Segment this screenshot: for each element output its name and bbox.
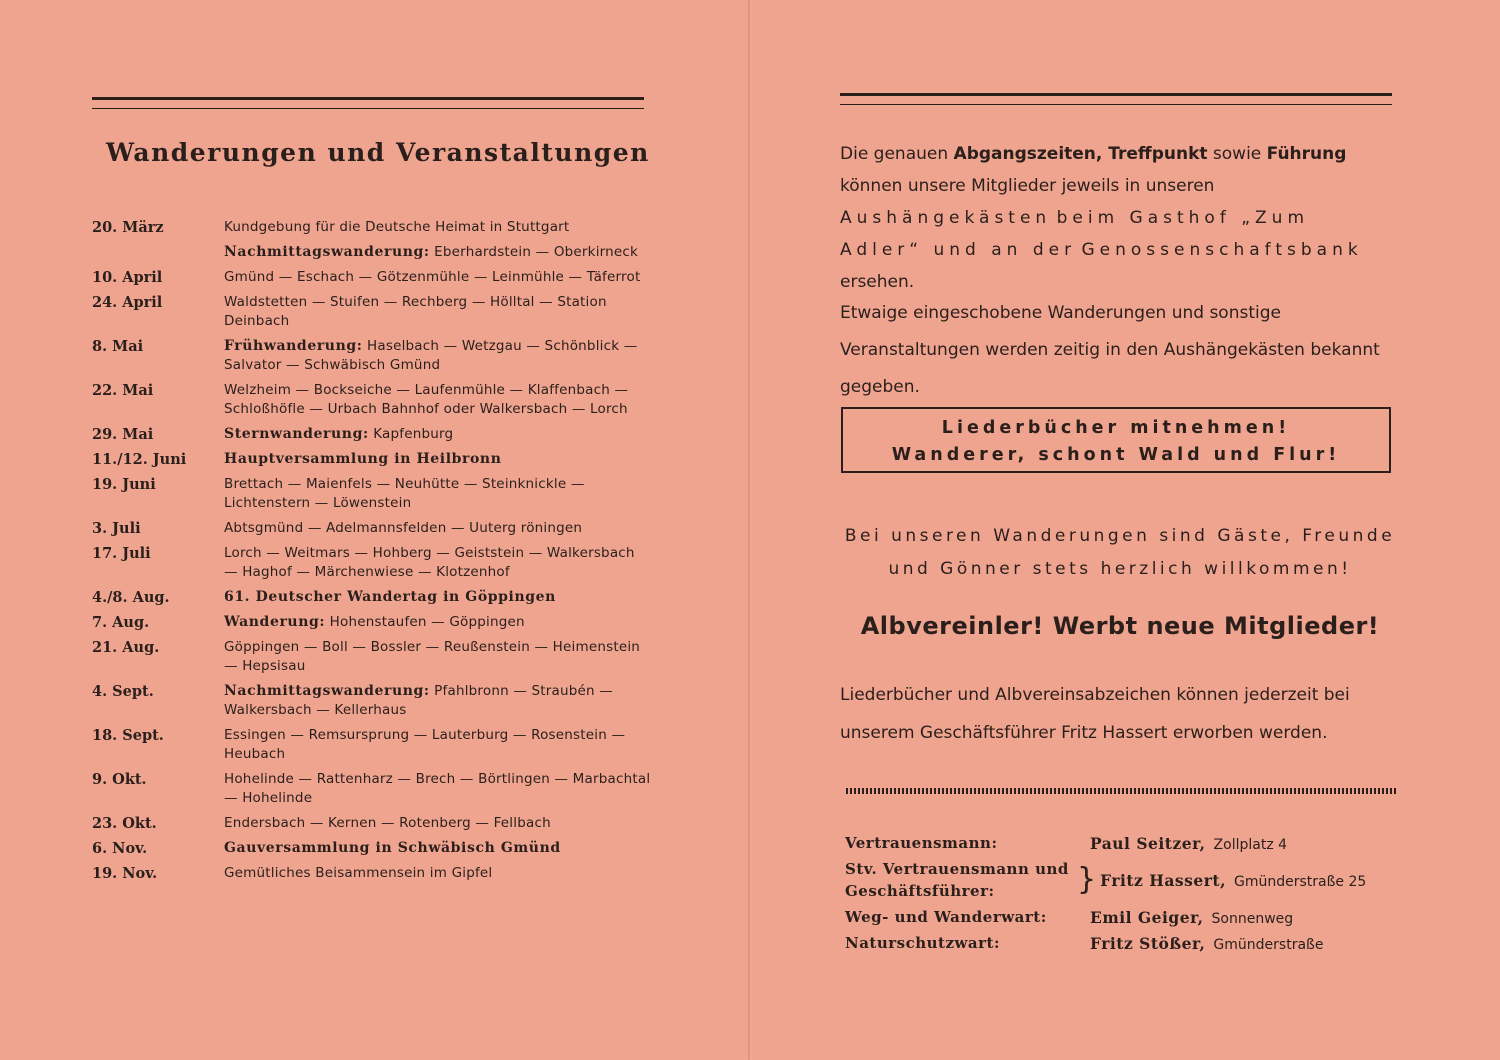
schedule-row xyxy=(92,268,652,287)
schedule-date: 17. Juli xyxy=(92,545,151,562)
schedule-date: 9. Okt. xyxy=(92,771,147,788)
schedule-row xyxy=(92,450,652,469)
page-title: Wanderungen und Veranstaltungen xyxy=(106,138,650,167)
schedule-row xyxy=(92,544,652,582)
schedule-description xyxy=(224,450,652,469)
schedule-row xyxy=(92,613,652,632)
schedule-route: Gemütliches Beisammensein im Gipfel xyxy=(224,865,493,881)
schedule-description xyxy=(224,293,652,331)
schedule-highlight: 61. Deutscher Wandertag in Göppingen xyxy=(224,589,556,605)
schedule-row xyxy=(92,425,652,444)
schedule-route: Kundgebung für die Deutsche Heimat in Stuttgart xyxy=(224,219,570,235)
notice-box xyxy=(841,407,1391,473)
schedule-row xyxy=(92,770,652,808)
schedule-date: 6. Nov. xyxy=(92,840,148,857)
schedule-date: 20. März xyxy=(92,219,164,236)
schedule-row xyxy=(92,839,652,858)
schedule-row xyxy=(92,726,652,764)
schedule-date: 18. Sept. xyxy=(92,727,164,744)
schedule-highlight: Nachmittagswanderung: xyxy=(224,244,430,260)
schedule-description xyxy=(224,381,652,419)
schedule-description xyxy=(224,544,652,582)
schedule-date: 22. Mai xyxy=(92,382,154,399)
schedule-highlight: Gauversammlung in Schwäbisch Gmünd xyxy=(224,840,561,856)
schedule-row xyxy=(92,814,652,833)
schedule-description xyxy=(224,243,652,262)
schedule-date: 29. Mai xyxy=(92,426,154,443)
schedule-date: 10. April xyxy=(92,269,163,286)
schedule-route: Pfahlbronn — Straubén — Walkersbach — Kellerhaus xyxy=(224,683,613,718)
schedule-route: Brettach — Maienfels — Neuhütte — Steinknickle — Lichtenstern — Löwenstein xyxy=(224,476,585,511)
officer-row: Weg- und Wanderwart: Emil Geiger, Sonnenweg xyxy=(845,907,1294,927)
schedule-date: 8. Mai xyxy=(92,338,144,355)
schedule-date: 3. Juli xyxy=(92,520,141,537)
schedule-description xyxy=(224,337,652,375)
schedule-route: Hohenstaufen — Göppingen xyxy=(329,614,525,630)
officer-row: Vertrauensmann: Paul Seitzer, Zollplatz 4 xyxy=(845,833,1288,853)
schedule-date: 19. Nov. xyxy=(92,865,158,882)
schedule-route: Haselbach — Wetzgau — Schönblick — Salvator — Schwäbisch Gmünd xyxy=(224,338,638,373)
schedule-route: Abtsgmünd — Adelmannsfelden — Uuterg röningen xyxy=(224,520,583,536)
top-double-rule-right xyxy=(840,93,1392,105)
schedule-description xyxy=(224,268,652,287)
officers-list xyxy=(845,832,1405,958)
schedule-route: Göppingen — Boll — Bossler — Reußenstein — Heimenstein — Hepsisau xyxy=(224,639,641,674)
schedule-highlight: Wanderung: xyxy=(224,614,326,630)
schedule-description xyxy=(224,770,652,808)
schedule-date: 4. Sept. xyxy=(92,683,154,700)
schedule-description xyxy=(224,726,652,764)
schedule-row xyxy=(92,864,652,883)
schedule-route: Welzheim — Bockseiche — Laufenmühle — Klaffenbach — Schloßhöfle — Urbach Bahnhof oder Walkersbach — Lorch xyxy=(224,382,629,417)
departure-info-paragraph: Die genauen Abgangszeiten, Treffpunkt sowie Führung können unsere Mitglieder jeweils in unseren Aushängekästen beim Gasthof „Zum Adler“ und an der Genossenschaftsbank ersehen. xyxy=(840,144,1363,292)
songbooks-paragraph: Liederbücher und Albvereinsabzeichen können jederzeit bei unserem Geschäftsführer Fritz Hassert erworben werden. xyxy=(840,685,1350,743)
schedule-highlight: Sternwanderung: xyxy=(224,426,369,442)
schedule-row xyxy=(92,519,652,538)
schedule-row xyxy=(92,682,652,720)
schedule-row xyxy=(92,293,652,331)
schedule-row xyxy=(92,218,652,237)
schedule-date: 24. April xyxy=(92,294,163,311)
schedule-route: Endersbach — Kernen — Rotenberg — Fellbach xyxy=(224,815,551,831)
officer-row: Naturschutzwart: Fritz Stößer, Gmünderstraße xyxy=(845,933,1324,953)
schedule-route: Essingen — Remsursprung — Lauterburg — Rosenstein — Heubach xyxy=(224,727,626,762)
schedule-date: 21. Aug. xyxy=(92,639,160,656)
schedule-route: Lorch — Weitmars — Hohberg — Geiststein — Walkersbach — Haghof — Märchenwiese — Klotzenhof xyxy=(224,545,635,580)
schedule-highlight: Frühwanderung: xyxy=(224,338,363,354)
page-fold xyxy=(748,0,752,1060)
schedule-row xyxy=(92,243,652,262)
schedule-description xyxy=(224,588,652,607)
schedule-description xyxy=(224,613,652,632)
dotted-divider xyxy=(846,788,1396,794)
schedule-highlight: Nachmittagswanderung: xyxy=(224,683,430,699)
schedule-route: Eberhardstein — Oberkirneck xyxy=(434,244,639,260)
officer-row: Stv. Vertrauensmann und Geschäftsführer: } Fritz Hassert, Gmünderstraße 25 xyxy=(845,860,1367,900)
schedule-date: 7. Aug. xyxy=(92,614,150,631)
brace-glyph: } xyxy=(1077,862,1097,897)
schedule-description xyxy=(224,864,652,883)
top-double-rule-left xyxy=(92,97,644,109)
schedule-date: 23. Okt. xyxy=(92,815,157,832)
schedule-row xyxy=(92,588,652,607)
extra-events-paragraph: Etwaige eingeschobene Wanderungen und sonstige Veranstaltungen werden zeitig in den Aushängekästen bekannt gegeben. xyxy=(840,303,1380,397)
schedule-route: Kapfenburg xyxy=(373,426,454,442)
schedule-description xyxy=(224,638,652,676)
schedule-list xyxy=(92,218,652,889)
schedule-description xyxy=(224,218,652,237)
schedule-highlight: Hauptversammlung in Heilbronn xyxy=(224,451,502,467)
schedule-description xyxy=(224,814,652,833)
schedule-description xyxy=(224,839,652,858)
schedule-row xyxy=(92,381,652,419)
notice-line-nature: Wanderer, schont Wald und Flur! xyxy=(891,445,1341,465)
recruit-headline: Albvereinler! Werbt neue Mitglieder! xyxy=(860,612,1380,640)
schedule-description xyxy=(224,519,652,538)
schedule-row xyxy=(92,337,652,375)
schedule-date: 4./8. Aug. xyxy=(92,589,170,606)
schedule-date xyxy=(92,243,224,262)
schedule-date: 11./12. Juni xyxy=(92,451,187,468)
schedule-description xyxy=(224,425,652,444)
schedule-row xyxy=(92,638,652,676)
schedule-route: Gmünd — Eschach — Götzenmühle — Leinmühle — Täferrot xyxy=(224,269,641,285)
schedule-route: Waldstetten — Stuifen — Rechberg — Hölltal — Station Deinbach xyxy=(224,294,607,329)
schedule-route: Hohelinde — Rattenharz — Brech — Börtlingen — Marbachtal — Hohelinde xyxy=(224,771,651,806)
schedule-row xyxy=(92,475,652,513)
notice-line-songbooks: Liederbücher mitnehmen! xyxy=(941,418,1291,438)
schedule-description xyxy=(224,682,652,720)
guests-welcome: Bei unseren Wanderungen sind Gäste, Freunde und Gönner stets herzlich willkommen! xyxy=(844,526,1396,579)
schedule-description xyxy=(224,475,652,513)
schedule-date: 19. Juni xyxy=(92,476,156,493)
